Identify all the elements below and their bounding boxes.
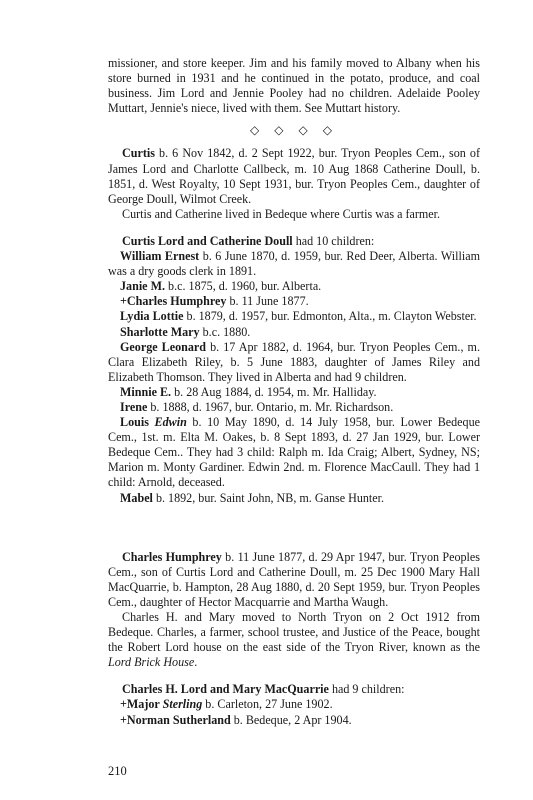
child-name-emphasis: Edwin xyxy=(154,415,187,430)
curtis-entry xyxy=(108,146,480,206)
intro-paragraph: missioner, and store keeper. Jim and his family moved to Albany when his store burned in 1931 and he continued in the potato, produce, and coal business. Jim Lord and Jennie Pooley had no children. Adelaide Pooley Muttart, Jennie's niece, lived with them. See Muttart history. xyxy=(108,56,480,116)
page-number: 210 xyxy=(108,764,127,778)
curtis-children-header-names: Curtis Lord and Catherine Doull xyxy=(122,233,293,248)
charles-children-header-names: Charles H. Lord and Mary MacQuarrie xyxy=(122,682,329,697)
child-details: b. 11 June 1877. xyxy=(226,294,309,309)
charles-note-text: Charles H. and Mary moved to North Tryon on 2 Oct 1912 from Bedeque. Charles, a farmer, school trustee, and Justice of the Peace, bought the Robert Lord house on the east side of the Tryon River, known as the xyxy=(108,610,480,655)
charles-children-list xyxy=(108,697,480,727)
curtis-children-header-count: had 10 children: xyxy=(292,233,375,248)
child-entry xyxy=(108,697,480,712)
curtis-note: Curtis and Catherine lived in Bedeque where Curtis was a farmer. xyxy=(122,206,441,221)
child-details: b. 28 Aug 1884, d. 1954, m. Mr. Halliday. xyxy=(171,384,377,399)
section-ornament: ◇ ◇ ◇ ◇ xyxy=(250,123,338,138)
charles-note-end: . xyxy=(194,655,198,670)
charles-children-header xyxy=(108,682,480,697)
child-name: Minnie E. xyxy=(120,384,172,399)
child-entry xyxy=(108,491,480,506)
child-details: b.c. 1880. xyxy=(199,324,251,339)
charles-entry xyxy=(108,550,480,610)
child-details: b. Carleton, 27 June 1902. xyxy=(202,697,333,712)
child-name: Irene xyxy=(120,399,148,414)
child-details: b. 10 May 1890, d. 14 July 1958, bur. Lower Bedeque Cem., 1st. m. Elta M. Oakes, b. 8 Sept 1893, d. 27 Jan 1929, bur. Lower Bedeque Cem.. They had 3 child: Ralph m. Ida Craig; Albert, Sydney, NS; Marion m. Monty Gardiner. Edwin 2nd. m. Florence MacCaull. They had 1 child: Arnold, deceased. xyxy=(108,415,481,490)
curtis-name: Curtis xyxy=(122,146,155,161)
child-details: b. 1888, d. 1967, bur. Ontario, m. Mr. Richardson. xyxy=(147,399,394,414)
page-body xyxy=(108,56,480,728)
child-name: +Charles Humphrey xyxy=(120,294,227,309)
child-entry xyxy=(108,249,480,279)
charles-name: Charles Humphrey xyxy=(122,549,222,564)
child-details: b.c. 1875, d. 1960, bur. Alberta. xyxy=(165,279,322,294)
child-name: +Norman Sutherland xyxy=(120,712,231,727)
child-details: b. 1892, bur. Saint John, NB, m. Ganse Hunter. xyxy=(152,490,385,505)
child-name: Louis xyxy=(120,415,155,430)
child-name: +Major xyxy=(120,697,163,712)
child-entry xyxy=(108,309,480,324)
child-entry xyxy=(108,340,480,385)
child-name: Mabel xyxy=(120,490,153,505)
child-entry xyxy=(108,713,480,728)
child-entry xyxy=(108,325,480,340)
child-entry xyxy=(108,279,480,294)
curtis-details: b. 6 Nov 1842, d. 2 Sept 1922, bur. Tryon Peoples Cem., son of James Lord and Charlotte Callbeck, m. 10 Aug 1868 Catherine Doull, b. 1851, d. West Royalty, 10 Sept 1931, bur. Tryon Peoples Cem., daughter of George Doull, Wilmot Creek. xyxy=(108,146,480,206)
child-entry xyxy=(108,400,480,415)
curtis-children-list xyxy=(108,249,480,506)
child-name: William Ernest xyxy=(120,249,200,264)
child-details: b. 1879, d. 1957, bur. Edmonton, Alta., m. Clayton Webster. xyxy=(183,309,477,324)
charles-note xyxy=(108,610,480,670)
child-details: b. 17 Apr 1882, d. 1964, bur. Tryon Peoples Cem., m. Clara Elizabeth Riley, b. 5 June 1883, daughter of James Riley and Elizabeth Thomson. They lived in Alberta and had 9 children. xyxy=(108,339,480,384)
child-entry xyxy=(108,294,480,309)
charles-children-header-count: had 9 children: xyxy=(328,682,405,697)
charles-details: b. 11 June 1877, d. 29 Apr 1947, bur. Tryon Peoples Cem., son of Curtis Lord and Catherine Doull, m. 25 Dec 1900 Mary Hall MacQuarrie, b. Hampton, 28 Aug 1880, d. 20 Sept 1959, bur. Tryon Peoples Cem., daughter of Hector Macquarrie and Martha Waugh. xyxy=(108,549,480,609)
child-name: George Leonard xyxy=(120,339,207,354)
child-entry xyxy=(108,385,480,400)
child-name: Sharlotte Mary xyxy=(120,324,200,339)
child-name: Lydia Lottie xyxy=(120,309,184,324)
curtis-children-header xyxy=(108,234,480,249)
child-entry xyxy=(108,415,480,490)
child-name: Janie M. xyxy=(120,279,166,294)
child-name-emphasis: Sterling xyxy=(162,697,203,712)
child-details: b. Bedeque, 2 Apr 1904. xyxy=(230,712,352,727)
child-details: b. 6 June 1870, d. 1959, bur. Red Deer, Alberta. William was a dry goods clerk in 1891. xyxy=(108,249,480,279)
charles-note-house-name: Lord Brick House xyxy=(108,655,195,670)
